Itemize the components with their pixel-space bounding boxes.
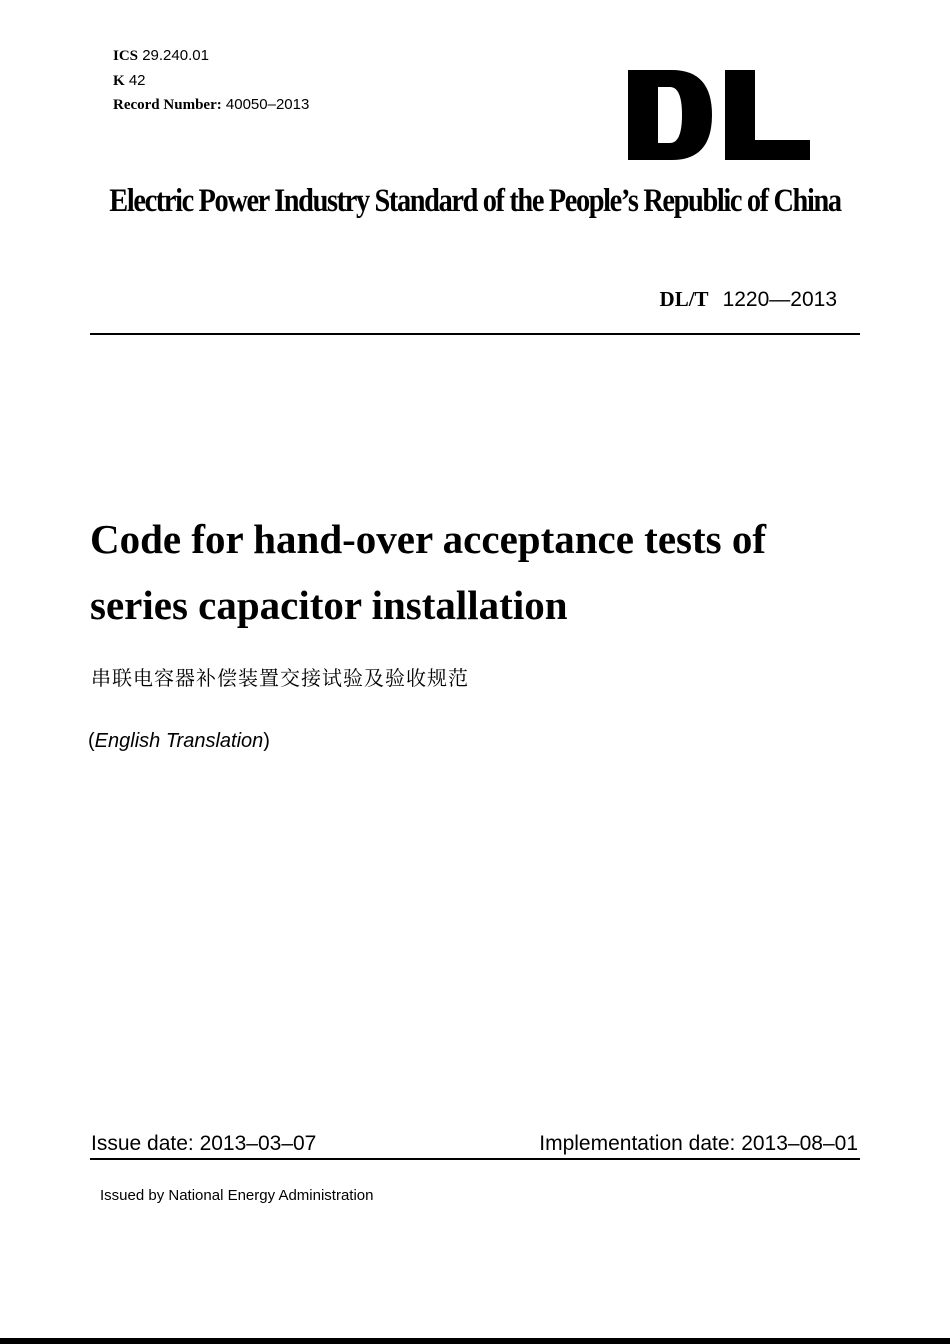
ics-label: ICS [113, 48, 139, 64]
issuer: Issued by National Energy Administration [100, 1187, 374, 1204]
k-label: K [113, 72, 125, 89]
title-line-1: Code for hand-over acceptance tests of [90, 516, 766, 562]
header-divider [90, 333, 860, 335]
record-number-label: Record Number: [113, 97, 222, 113]
classification-block [113, 44, 309, 118]
translation-text: English Translation [94, 730, 264, 752]
record-number-line [113, 93, 309, 118]
k-value: 42 [128, 71, 146, 89]
standard-prefix: DL/T [659, 287, 709, 311]
paren-close: ) [263, 730, 270, 752]
ics-value: 29.240.01 [142, 47, 209, 64]
organization-title: Electric Power Industry Standard of the People’s Republic of China [109, 183, 841, 219]
page-bottom-edge [0, 1338, 950, 1344]
footer-divider [90, 1158, 860, 1160]
dl-logo [628, 70, 810, 160]
paren-open: ( [88, 730, 95, 752]
translation-note [88, 730, 270, 753]
ics-line [113, 44, 309, 69]
issue-date: Issue date: 2013–03–07 [91, 1132, 317, 1155]
standard-code [660, 287, 837, 312]
implementation-date: Implementation date: 2013–08–01 [539, 1132, 858, 1155]
standard-number: 1220—2013 [722, 288, 837, 311]
title-line-2: series capacitor installation [90, 582, 568, 628]
chinese-title: 串联电容器补偿装置交接试验及验收规范 [91, 668, 469, 690]
record-number-value: 40050–2013 [225, 96, 310, 113]
k-line [113, 69, 309, 94]
document-title [90, 506, 850, 638]
